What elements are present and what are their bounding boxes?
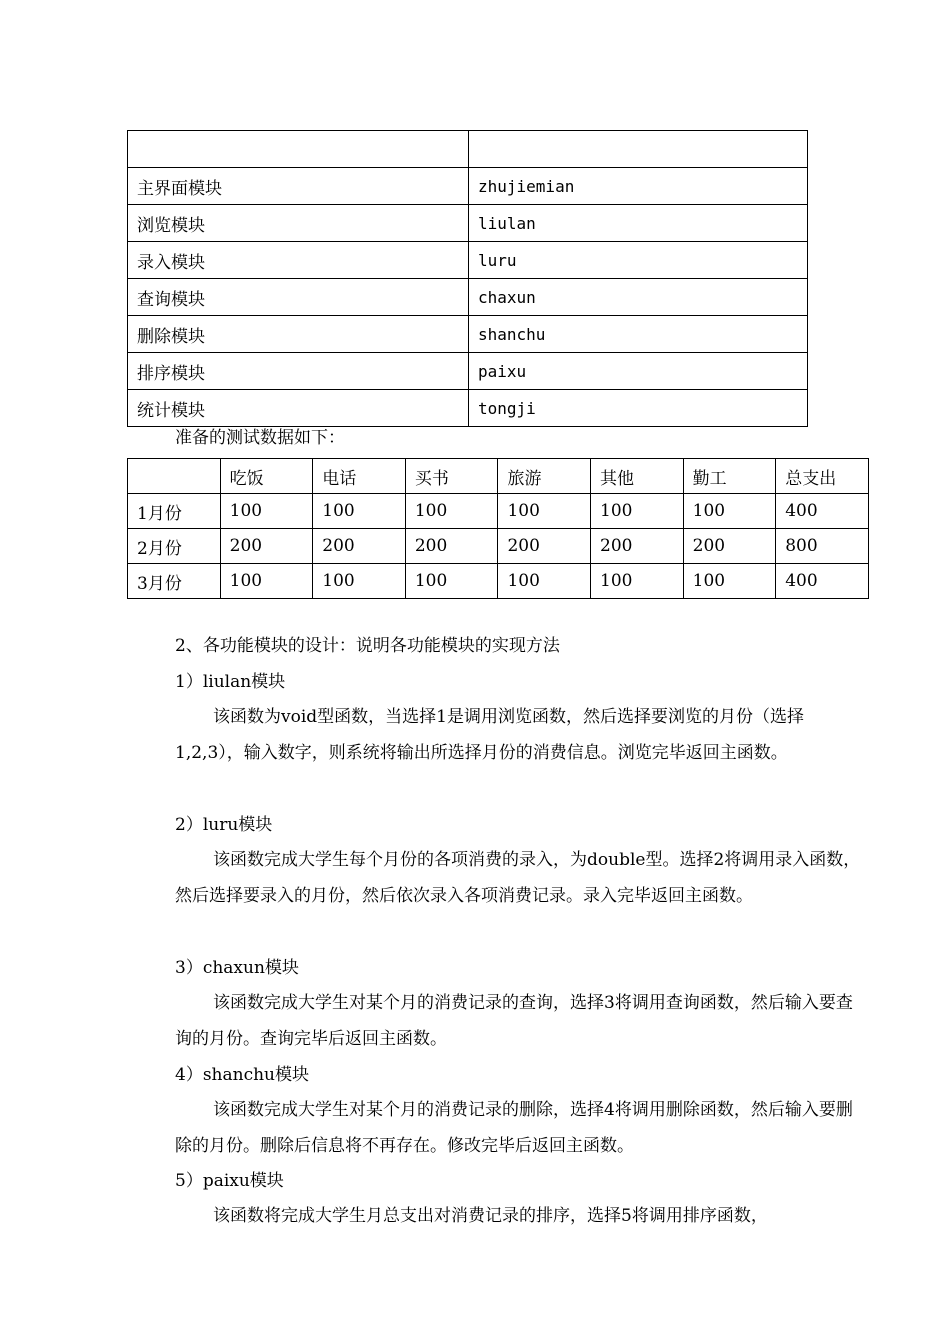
table-header-cell: 吃饭: [220, 459, 313, 494]
module-description: [175, 842, 865, 914]
module-heading: 4）shanchu模块: [175, 1065, 309, 1085]
table-cell: 100: [313, 564, 406, 599]
module-heading: 5）paixu模块: [175, 1171, 284, 1191]
table-row: [128, 390, 808, 427]
table-header-cell: [128, 459, 221, 494]
table-cell: 录入模块: [128, 242, 469, 279]
table-row: [128, 168, 808, 205]
table-cell: 100: [405, 564, 498, 599]
module-description: [175, 985, 865, 1057]
module-description: [175, 1092, 865, 1164]
module-description-text: 该函数完成大学生对某个月的消费记录的删除，选择4将调用删除函数，然后输入要删除的月份。删除后信息将不再存在。修改完毕后返回主函数。: [175, 1100, 853, 1156]
table-header-cell: 买书: [405, 459, 498, 494]
table-cell: 200: [405, 529, 498, 564]
table-cell: 100: [405, 494, 498, 529]
module-heading: 1）liulan模块: [175, 672, 286, 692]
table-row: [128, 353, 808, 390]
module-table: [127, 130, 808, 427]
table-cell: 100: [220, 564, 313, 599]
table-cell: 100: [313, 494, 406, 529]
table-cell: 200: [313, 529, 406, 564]
test-data-table: [127, 458, 869, 599]
table-cell: 3月份: [128, 564, 221, 599]
table-row: [128, 529, 869, 564]
table-cell: 800: [776, 529, 869, 564]
table-cell: 浏览模块: [128, 205, 469, 242]
table-row: [128, 494, 869, 529]
test-data-intro: 准备的测试数据如下：: [175, 428, 345, 448]
table-cell: tongji: [469, 390, 808, 427]
table-cell: [469, 131, 808, 168]
table-cell: 100: [220, 494, 313, 529]
table-cell: 100: [498, 564, 591, 599]
table-cell: 统计模块: [128, 390, 469, 427]
table-row: [128, 279, 808, 316]
table-cell: chaxun: [469, 279, 808, 316]
table-header-cell: 其他: [591, 459, 684, 494]
table-cell: 100: [683, 564, 776, 599]
table-row: [128, 205, 808, 242]
table-cell: 100: [498, 494, 591, 529]
table-cell: shanchu: [469, 316, 808, 353]
table-row: [128, 131, 808, 168]
table-cell: zhujiemian: [469, 168, 808, 205]
table-cell: luru: [469, 242, 808, 279]
table-cell: 200: [220, 529, 313, 564]
table-cell: 主界面模块: [128, 168, 469, 205]
table-cell: 100: [591, 494, 684, 529]
table-cell: 排序模块: [128, 353, 469, 390]
table-cell: paixu: [469, 353, 808, 390]
module-description-text: 该函数完成大学生每个月份的各项消费的录入，为double型。选择2将调用录入函数，然后选择要录入的月份，然后依次录入各项消费记录。录入完毕返回主函数。: [175, 850, 861, 906]
module-description: [175, 1198, 865, 1234]
table-cell: 100: [591, 564, 684, 599]
table-cell: 100: [683, 494, 776, 529]
module-description: [175, 699, 865, 771]
table-cell: 200: [498, 529, 591, 564]
table-cell: 查询模块: [128, 279, 469, 316]
table-cell: 200: [683, 529, 776, 564]
section-title: 2、各功能模块的设计：说明各功能模块的实现方法: [175, 636, 560, 656]
table-row: [128, 316, 808, 353]
table-row: [128, 242, 808, 279]
module-description-text: 该函数将完成大学生月总支出对消费记录的排序，选择5将调用排序函数，: [213, 1206, 768, 1226]
table-cell: 删除模块: [128, 316, 469, 353]
table-cell: 2月份: [128, 529, 221, 564]
table-cell: 200: [591, 529, 684, 564]
table-cell: 1月份: [128, 494, 221, 529]
table-header-cell: 电话: [313, 459, 406, 494]
module-description-text: 该函数为void型函数，当选择1是调用浏览函数，然后选择要浏览的月份（选择1,2,3），输入数字，则系统将输出所选择月份的消费信息。浏览完毕返回主函数。: [175, 707, 804, 763]
table-header-cell: 旅游: [498, 459, 591, 494]
module-description-text: 该函数完成大学生对某个月的消费记录的查询，选择3将调用查询函数，然后输入要查询的月份。查询完毕后返回主函数。: [175, 993, 853, 1049]
table-cell: 400: [776, 494, 869, 529]
table-header-row: [128, 459, 869, 494]
table-header-cell: 总支出: [776, 459, 869, 494]
table-cell: [128, 131, 469, 168]
table-header-cell: 勤工: [683, 459, 776, 494]
table-cell: 400: [776, 564, 869, 599]
module-heading: 2）luru模块: [175, 815, 273, 835]
table-row: [128, 564, 869, 599]
module-heading: 3）chaxun模块: [175, 958, 299, 978]
table-cell: liulan: [469, 205, 808, 242]
